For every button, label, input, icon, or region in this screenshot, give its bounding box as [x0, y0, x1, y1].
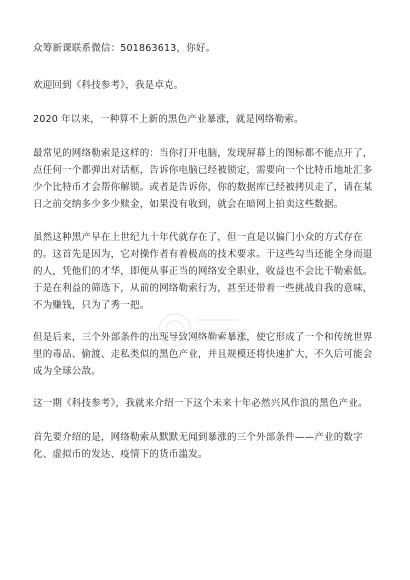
first-topic-paragraph: 首先要介绍的是，网络勒索从默默无闻到暴涨的三个外部条件——产业的数字化、虚拟币的发达、疫情下的货币滥发。 [33, 432, 363, 460]
episode-paragraph: 这一期《科技参考》，我就来介绍一下这个未来十年必然兴风作浪的黑色产业。 [33, 398, 368, 409]
intro-paragraph: 2020 年以来，一种算不上新的黑色产业暴涨，就是网络勒索。 [33, 114, 304, 125]
history-paragraph: 虽然这种黑产早在上世纪九十年代就存在了，但一直是以偏门小众的方式存在的。这首先是因为，它对操作者有着极高的技术要求。干这些勾当还能全身而退的人，凭他们的才华，即便从事正当的网络安全职业，收益也不会比干勒索低。于是在利益的筛选下，从前的网络勒索行为，甚至还带着一些挑战自我的意味，不为赚钱，只为了秀一把。 [33, 232, 373, 311]
welcome-paragraph: 欢迎回到《科技参考》，我是卓克。 [33, 80, 184, 91]
growth-paragraph: 但是后来，三个外部条件的出现导致网络勒索暴涨，使它形成了一个和传统世界里的毒品、偷渡、走私类似的黑色产业，并且规模还将快速扩大，不久后可能会成为全球公敌。 [33, 332, 373, 377]
contact-paragraph: 众筹新课联系微信：501863613，你好。 [33, 43, 216, 54]
common-ransom-paragraph: 最常见的网络勒索是这样的：当你打开电脑，发现屏幕上的图标都不能点开了，点任何一个都弹出对话框，告诉你电脑已经被锁定，需要向一个比特币地址汇多少个比特币才会帮你解锁。或者是告诉你，你的数据库已经被拷贝走了，请在某日之前交纳多少多少赎金，如果没有收到，就会在暗网上拍卖这些数据。 [33, 148, 373, 210]
